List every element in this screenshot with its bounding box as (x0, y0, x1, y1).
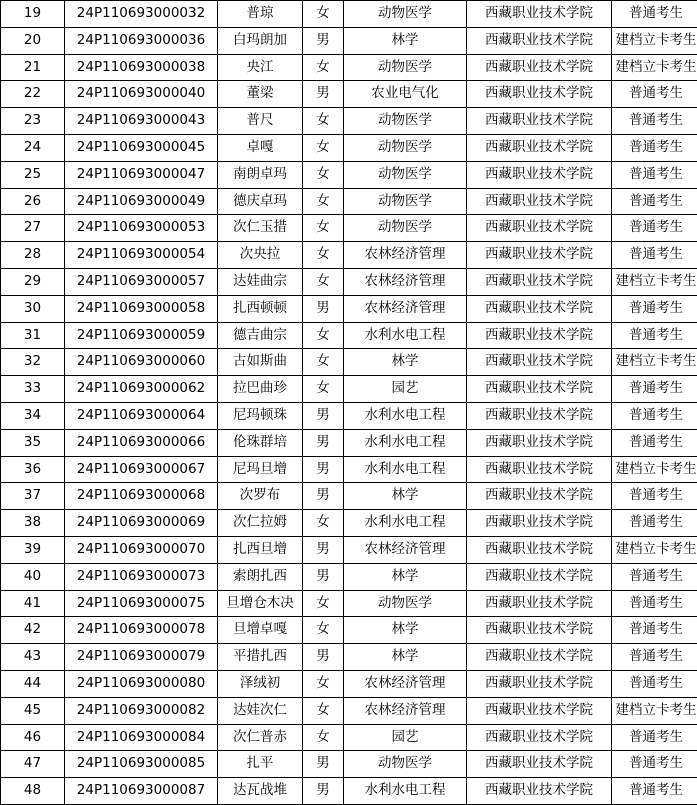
cell-index: 26 (1, 188, 65, 215)
cell-major: 动物医学 (344, 188, 467, 215)
cell-gender: 女 (303, 590, 344, 617)
table-row (1, 81, 697, 108)
cell-name: 尼玛旦增 (218, 456, 303, 483)
cell-name: 次罗布 (218, 483, 303, 510)
cell-index: 29 (1, 268, 65, 295)
cell-candidate-type: 普通考生 (612, 215, 697, 242)
cell-gender: 男 (303, 778, 344, 805)
cell-candidate-type: 普通考生 (612, 724, 697, 751)
cell-index: 27 (1, 215, 65, 242)
cell-major: 林学 (344, 644, 467, 671)
table-row (1, 376, 697, 403)
cell-name: 普尺 (218, 108, 303, 135)
cell-exam-id: 24P110693000045 (65, 134, 218, 161)
cell-school: 西藏职业技术学院 (467, 697, 612, 724)
cell-exam-id: 24P110693000078 (65, 617, 218, 644)
cell-school: 西藏职业技术学院 (467, 134, 612, 161)
cell-index: 38 (1, 510, 65, 537)
cell-school: 西藏职业技术学院 (467, 429, 612, 456)
cell-index: 44 (1, 670, 65, 697)
cell-name: 伦珠群培 (218, 429, 303, 456)
cell-school: 西藏职业技术学院 (467, 215, 612, 242)
cell-gender: 男 (303, 536, 344, 563)
cell-school: 西藏职业技术学院 (467, 402, 612, 429)
table-row (1, 349, 697, 376)
cell-candidate-type: 普通考生 (612, 510, 697, 537)
cell-major: 林学 (344, 349, 467, 376)
cell-major: 农业电气化 (344, 81, 467, 108)
cell-gender: 女 (303, 376, 344, 403)
cell-gender: 女 (303, 268, 344, 295)
cell-name: 扎平 (218, 751, 303, 778)
cell-index: 48 (1, 778, 65, 805)
table-row (1, 778, 697, 805)
cell-school: 西藏职业技术学院 (467, 349, 612, 376)
cell-gender: 女 (303, 697, 344, 724)
cell-major: 水利水电工程 (344, 322, 467, 349)
cell-school: 西藏职业技术学院 (467, 724, 612, 751)
cell-name: 索朗扎西 (218, 563, 303, 590)
cell-name: 尼玛顿珠 (218, 402, 303, 429)
cell-index: 34 (1, 402, 65, 429)
table-row (1, 590, 697, 617)
cell-index: 35 (1, 429, 65, 456)
cell-index: 25 (1, 161, 65, 188)
cell-major: 林学 (344, 617, 467, 644)
cell-gender: 男 (303, 563, 344, 590)
cell-name: 达瓦战堆 (218, 778, 303, 805)
cell-major: 动物医学 (344, 134, 467, 161)
cell-index: 46 (1, 724, 65, 751)
cell-major: 农林经济管理 (344, 268, 467, 295)
cell-index: 41 (1, 590, 65, 617)
cell-candidate-type: 普通考生 (612, 751, 697, 778)
cell-gender: 男 (303, 751, 344, 778)
cell-candidate-type: 普通考生 (612, 322, 697, 349)
cell-exam-id: 24P110693000036 (65, 27, 218, 54)
cell-major: 动物医学 (344, 108, 467, 135)
cell-candidate-type: 建档立卡考生 (612, 349, 697, 376)
table-row (1, 429, 697, 456)
cell-exam-id: 24P110693000073 (65, 563, 218, 590)
cell-exam-id: 24P110693000070 (65, 536, 218, 563)
cell-exam-id: 24P110693000069 (65, 510, 218, 537)
table-row (1, 54, 697, 81)
cell-name: 德吉曲宗 (218, 322, 303, 349)
cell-name: 扎西顿顿 (218, 295, 303, 322)
cell-major: 动物医学 (344, 161, 467, 188)
cell-candidate-type: 建档立卡考生 (612, 27, 697, 54)
cell-candidate-type: 普通考生 (612, 188, 697, 215)
cell-index: 32 (1, 349, 65, 376)
cell-gender: 女 (303, 670, 344, 697)
cell-name: 央江 (218, 54, 303, 81)
table-row (1, 1, 697, 28)
cell-gender: 女 (303, 349, 344, 376)
cell-candidate-type: 建档立卡考生 (612, 697, 697, 724)
cell-exam-id: 24P110693000080 (65, 670, 218, 697)
cell-exam-id: 24P110693000085 (65, 751, 218, 778)
cell-name: 拉巴曲珍 (218, 376, 303, 403)
cell-gender: 女 (303, 215, 344, 242)
table-row (1, 536, 697, 563)
cell-index: 43 (1, 644, 65, 671)
cell-index: 28 (1, 242, 65, 269)
cell-name: 泽绒初 (218, 670, 303, 697)
cell-major: 动物医学 (344, 1, 467, 28)
cell-school: 西藏职业技术学院 (467, 81, 612, 108)
cell-major: 园艺 (344, 724, 467, 751)
cell-major: 农林经济管理 (344, 670, 467, 697)
cell-school: 西藏职业技术学院 (467, 161, 612, 188)
cell-gender: 男 (303, 456, 344, 483)
cell-gender: 女 (303, 242, 344, 269)
cell-gender: 女 (303, 54, 344, 81)
cell-candidate-type: 普通考生 (612, 1, 697, 28)
cell-candidate-type: 普通考生 (612, 563, 697, 590)
cell-gender: 女 (303, 617, 344, 644)
cell-school: 西藏职业技术学院 (467, 644, 612, 671)
cell-candidate-type: 普通考生 (612, 402, 697, 429)
table-row (1, 670, 697, 697)
cell-candidate-type: 普通考生 (612, 108, 697, 135)
cell-gender: 男 (303, 644, 344, 671)
cell-exam-id: 24P110693000060 (65, 349, 218, 376)
cell-school: 西藏职业技术学院 (467, 242, 612, 269)
cell-exam-id: 24P110693000032 (65, 1, 218, 28)
table-row (1, 295, 697, 322)
cell-index: 22 (1, 81, 65, 108)
cell-exam-id: 24P110693000038 (65, 54, 218, 81)
cell-major: 农林经济管理 (344, 295, 467, 322)
cell-index: 45 (1, 697, 65, 724)
cell-candidate-type: 普通考生 (612, 81, 697, 108)
cell-name: 旦增仓木决 (218, 590, 303, 617)
cell-candidate-type: 普通考生 (612, 242, 697, 269)
cell-exam-id: 24P110693000084 (65, 724, 218, 751)
cell-exam-id: 24P110693000087 (65, 778, 218, 805)
cell-name: 德庆卓玛 (218, 188, 303, 215)
cell-gender: 女 (303, 134, 344, 161)
cell-name: 次仁拉姆 (218, 510, 303, 537)
cell-major: 园艺 (344, 376, 467, 403)
cell-major: 水利水电工程 (344, 456, 467, 483)
table-row (1, 134, 697, 161)
cell-major: 农林经济管理 (344, 242, 467, 269)
cell-gender: 男 (303, 429, 344, 456)
cell-name: 古如斯曲 (218, 349, 303, 376)
cell-name: 平措扎西 (218, 644, 303, 671)
cell-name: 次仁玉措 (218, 215, 303, 242)
table-row (1, 268, 697, 295)
cell-exam-id: 24P110693000062 (65, 376, 218, 403)
cell-major: 林学 (344, 563, 467, 590)
cell-name: 次仁普赤 (218, 724, 303, 751)
cell-gender: 男 (303, 27, 344, 54)
cell-school: 西藏职业技术学院 (467, 268, 612, 295)
cell-major: 农林经济管理 (344, 536, 467, 563)
cell-candidate-type: 普通考生 (612, 644, 697, 671)
cell-name: 旦增卓嘎 (218, 617, 303, 644)
cell-index: 37 (1, 483, 65, 510)
cell-index: 42 (1, 617, 65, 644)
cell-candidate-type: 建档立卡考生 (612, 456, 697, 483)
cell-school: 西藏职业技术学院 (467, 376, 612, 403)
cell-major: 水利水电工程 (344, 510, 467, 537)
cell-index: 39 (1, 536, 65, 563)
cell-exam-id: 24P110693000079 (65, 644, 218, 671)
table-row (1, 108, 697, 135)
cell-name: 白玛朗加 (218, 27, 303, 54)
cell-gender: 女 (303, 108, 344, 135)
cell-major: 动物医学 (344, 215, 467, 242)
table-row (1, 510, 697, 537)
table-row (1, 644, 697, 671)
table-row (1, 161, 697, 188)
cell-name: 普琼 (218, 1, 303, 28)
cell-exam-id: 24P110693000067 (65, 456, 218, 483)
table-row (1, 402, 697, 429)
table-row (1, 215, 697, 242)
cell-name: 南朗卓玛 (218, 161, 303, 188)
cell-candidate-type: 建档立卡考生 (612, 268, 697, 295)
cell-major: 农林经济管理 (344, 697, 467, 724)
cell-major: 水利水电工程 (344, 402, 467, 429)
cell-school: 西藏职业技术学院 (467, 295, 612, 322)
cell-index: 19 (1, 1, 65, 28)
cell-name: 达娃曲宗 (218, 268, 303, 295)
cell-exam-id: 24P110693000049 (65, 188, 218, 215)
cell-candidate-type: 普通考生 (612, 134, 697, 161)
cell-major: 动物医学 (344, 751, 467, 778)
cell-name: 达娃次仁 (218, 697, 303, 724)
cell-school: 西藏职业技术学院 (467, 483, 612, 510)
cell-school: 西藏职业技术学院 (467, 563, 612, 590)
table-row (1, 697, 697, 724)
cell-school: 西藏职业技术学院 (467, 54, 612, 81)
cell-index: 36 (1, 456, 65, 483)
table-row (1, 322, 697, 349)
table-row (1, 563, 697, 590)
table-row (1, 483, 697, 510)
cell-major: 林学 (344, 27, 467, 54)
cell-exam-id: 24P110693000082 (65, 697, 218, 724)
cell-index: 20 (1, 27, 65, 54)
cell-candidate-type: 普通考生 (612, 376, 697, 403)
cell-school: 西藏职业技术学院 (467, 536, 612, 563)
cell-exam-id: 24P110693000047 (65, 161, 218, 188)
cell-gender: 男 (303, 295, 344, 322)
table-row (1, 456, 697, 483)
cell-gender: 女 (303, 1, 344, 28)
cell-exam-id: 24P110693000053 (65, 215, 218, 242)
cell-candidate-type: 普通考生 (612, 778, 697, 805)
cell-gender: 女 (303, 724, 344, 751)
cell-exam-id: 24P110693000066 (65, 429, 218, 456)
cell-exam-id: 24P110693000068 (65, 483, 218, 510)
cell-candidate-type: 建档立卡考生 (612, 536, 697, 563)
cell-index: 40 (1, 563, 65, 590)
cell-school: 西藏职业技术学院 (467, 456, 612, 483)
cell-candidate-type: 普通考生 (612, 429, 697, 456)
cell-candidate-type: 普通考生 (612, 670, 697, 697)
table-row (1, 617, 697, 644)
cell-exam-id: 24P110693000054 (65, 242, 218, 269)
cell-index: 31 (1, 322, 65, 349)
cell-exam-id: 24P110693000043 (65, 108, 218, 135)
cell-school: 西藏职业技术学院 (467, 751, 612, 778)
cell-school: 西藏职业技术学院 (467, 590, 612, 617)
cell-school: 西藏职业技术学院 (467, 27, 612, 54)
cell-major: 林学 (344, 483, 467, 510)
cell-gender: 男 (303, 81, 344, 108)
cell-index: 23 (1, 108, 65, 135)
cell-exam-id: 24P110693000057 (65, 268, 218, 295)
cell-school: 西藏职业技术学院 (467, 322, 612, 349)
cell-name: 扎西旦增 (218, 536, 303, 563)
table-row (1, 27, 697, 54)
cell-gender: 男 (303, 402, 344, 429)
cell-index: 30 (1, 295, 65, 322)
cell-school: 西藏职业技术学院 (467, 510, 612, 537)
cell-school: 西藏职业技术学院 (467, 1, 612, 28)
cell-candidate-type: 普通考生 (612, 161, 697, 188)
cell-candidate-type: 普通考生 (612, 295, 697, 322)
cell-major: 水利水电工程 (344, 778, 467, 805)
cell-gender: 女 (303, 161, 344, 188)
roster-table-body (1, 1, 697, 805)
cell-gender: 女 (303, 188, 344, 215)
cell-candidate-type: 普通考生 (612, 617, 697, 644)
cell-major: 动物医学 (344, 590, 467, 617)
cell-school: 西藏职业技术学院 (467, 778, 612, 805)
cell-school: 西藏职业技术学院 (467, 617, 612, 644)
cell-major: 水利水电工程 (344, 429, 467, 456)
cell-school: 西藏职业技术学院 (467, 108, 612, 135)
cell-index: 24 (1, 134, 65, 161)
table-row (1, 751, 697, 778)
cell-exam-id: 24P110693000058 (65, 295, 218, 322)
cell-exam-id: 24P110693000064 (65, 402, 218, 429)
cell-gender: 女 (303, 322, 344, 349)
cell-exam-id: 24P110693000040 (65, 81, 218, 108)
cell-name: 卓嘎 (218, 134, 303, 161)
cell-exam-id: 24P110693000075 (65, 590, 218, 617)
table-row (1, 724, 697, 751)
cell-exam-id: 24P110693000059 (65, 322, 218, 349)
cell-candidate-type: 普通考生 (612, 590, 697, 617)
cell-major: 动物医学 (344, 54, 467, 81)
cell-name: 董梁 (218, 81, 303, 108)
cell-index: 47 (1, 751, 65, 778)
cell-gender: 男 (303, 483, 344, 510)
cell-gender: 女 (303, 510, 344, 537)
cell-index: 33 (1, 376, 65, 403)
cell-candidate-type: 普通考生 (612, 483, 697, 510)
cell-school: 西藏职业技术学院 (467, 188, 612, 215)
cell-index: 21 (1, 54, 65, 81)
table-row (1, 188, 697, 215)
cell-school: 西藏职业技术学院 (467, 670, 612, 697)
cell-candidate-type: 建档立卡考生 (612, 54, 697, 81)
table-row (1, 242, 697, 269)
cell-name: 次央拉 (218, 242, 303, 269)
